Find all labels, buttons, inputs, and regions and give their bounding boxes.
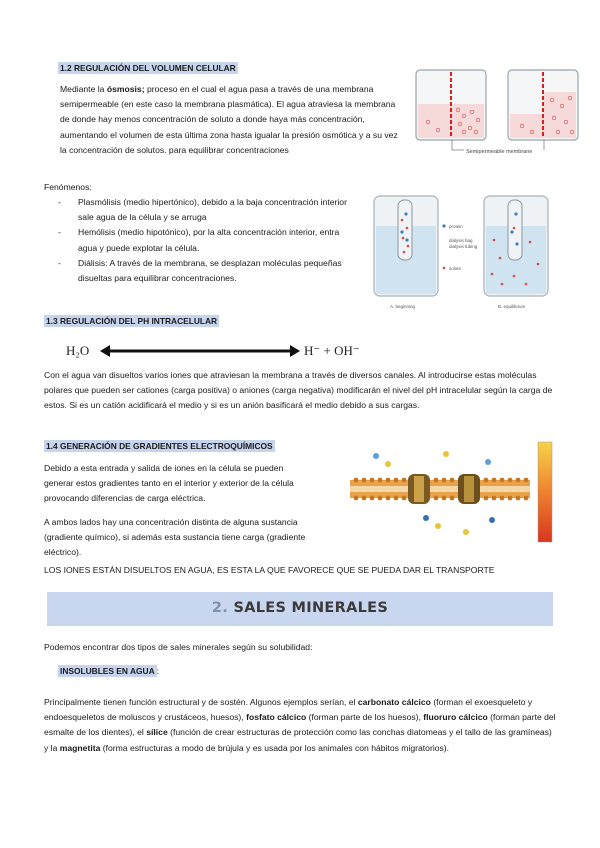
section-number: 2. [211,600,229,616]
gradients-paragraph-2: A ambos lados hay una concentración distinta de alguna sustancia (gradiente químico), si además esta sustancia tiene carga (gradiente eléctrico). [44,517,306,558]
legend-dialysis-tubing: dialysis tubing [449,244,478,249]
lipid-bilayer [350,478,530,501]
ph-paragraph: Con el agua van disueltos varios iones que atraviesan la membrana a través de diversos canales. Al introducirse estas moléculas polares que pueden ser cationes (carga positiva) o aniones (carga negativa) modificarán el nivel del pH intracelular según la carga de estos. Si es un catión acidificará el medio y si es un anión basificará el medio debido a sus cargas. [44,370,553,411]
legend-protein: protein [449,224,463,229]
section-heading-volume [58,58,238,76]
caption-equilibrium: B. equilibrium [498,304,526,309]
heading-text: 1.3 REGULACIÓN DEL PH INTRACELULAR [46,316,218,326]
section-title [0,600,600,616]
phenomena-list [44,195,354,286]
transport-caps-note: LOS IONES ESTÁN DISUELTOS EN AGUA, ES ESTA LA QUE FAVORECE QUE SE PUEDA DAR EL TRANSPORTE [44,565,495,575]
heading-text: 1.4 GENERACIÓN DE GRADIENTES ELECTROQUÍMICOS [46,441,273,451]
osmosis-paragraph [60,82,405,158]
osmosis-rest: proceso en el cual el agua pasa a través de una membrana semipermeable (en este caso la membrana plasmática). El agua atraviesa la membrana de donde hay menos concentración de soluto a donde haya más concentración, aumentando el volumen de esta última zona hasta igualar la presión osmótica y a su vez la concentración de solutos. para equilibrar concentraciones [60,84,398,155]
membrane-gradient-figure [316,436,562,558]
para-part-bold: magnetita [59,742,101,753]
beaker-before [416,70,486,140]
osmosis-term: ósmosis; [106,84,145,94]
section-title-text: SALES MINERALES [233,600,389,616]
caption-beginning: A. beginning [390,304,416,309]
membrane-label: Semipermeable membrane [466,149,533,155]
para-part: Principalmente tienen función estructural y de sostén. Algunos ejemplos serían, el [44,697,358,707]
osmosis-intro: Mediante la [60,84,107,94]
insolubles-colon: : [156,666,160,676]
para-part-bold: sílice [146,727,168,738]
osmosis-figure [412,62,584,158]
gradient-scale [538,442,552,542]
insolubles-heading [58,666,159,676]
legend-solute: solute [449,266,462,271]
list-item: - Hemólisis (medio hipotónico), por la alta concentración interior, entra agua y puede explotar la célula. [44,225,354,255]
heading-text: 1.2 REGULACIÓN DEL VOLUMEN CELULAR [60,63,236,73]
beaker-after [508,70,578,140]
section-heading-ph [44,311,219,329]
para-part-bold: carbonato cálcico [357,697,431,707]
para-part-bold: fosfato cálcico [246,712,307,723]
legend-dialysis-bag: dialysis bag [449,238,473,243]
para-part: (forman parte de los huesos), [306,712,424,723]
para-part: (forma estructuras a modo de brújula y es usada por los animales con hábitos migratorios). [100,742,450,753]
list-item: - Diálisis: A través de la membrana, se desplazan moléculas pequeñas disueltas para equilibrar concentraciones. [44,256,354,286]
dialysis-beaker-beginning [374,196,438,296]
gradients-paragraph-1: Debido a esta entrada y salida de iones en la célula se pueden generar estos gradientes tanto en el interior y exterior de la célula provocando diferencias de carga eléctrica. [44,463,294,504]
dialysis-beaker-equilibrium [484,196,548,296]
sales-intro: Podemos encontrar dos tipos de sales minerales según su solubilidad: [44,642,313,652]
phenomena-title: Fenómenos: [44,182,92,192]
section-heading-gradients [44,436,275,454]
dialysis-figure [368,180,578,316]
insolubles-paragraph [44,695,558,756]
para-part: (forman parte del esmalte de los dientes), el [44,712,556,738]
water-equation-right: H⁻ + OH⁻ [304,343,360,358]
list-item: - Plasmólisis (medio hipertónico), debido a la baja concentración interior sale agua de la célula y se arruga [44,195,354,225]
para-part-bold: fluoruro cálcico [423,712,488,723]
insolubles-heading-text: INSOLUBLES EN AGUA [60,666,155,676]
para-part: (función de crear estructuras de protección como las conchas diatomeas y el tallo de las gramíneas) y la [44,727,552,753]
water-equation-left: H₂O [66,343,90,358]
para-part: (forman el exoesqueleto y endoesqueletos de moluscos y crustáceos, huesos), [44,697,533,723]
equilibrium-arrow-icon [100,344,300,358]
